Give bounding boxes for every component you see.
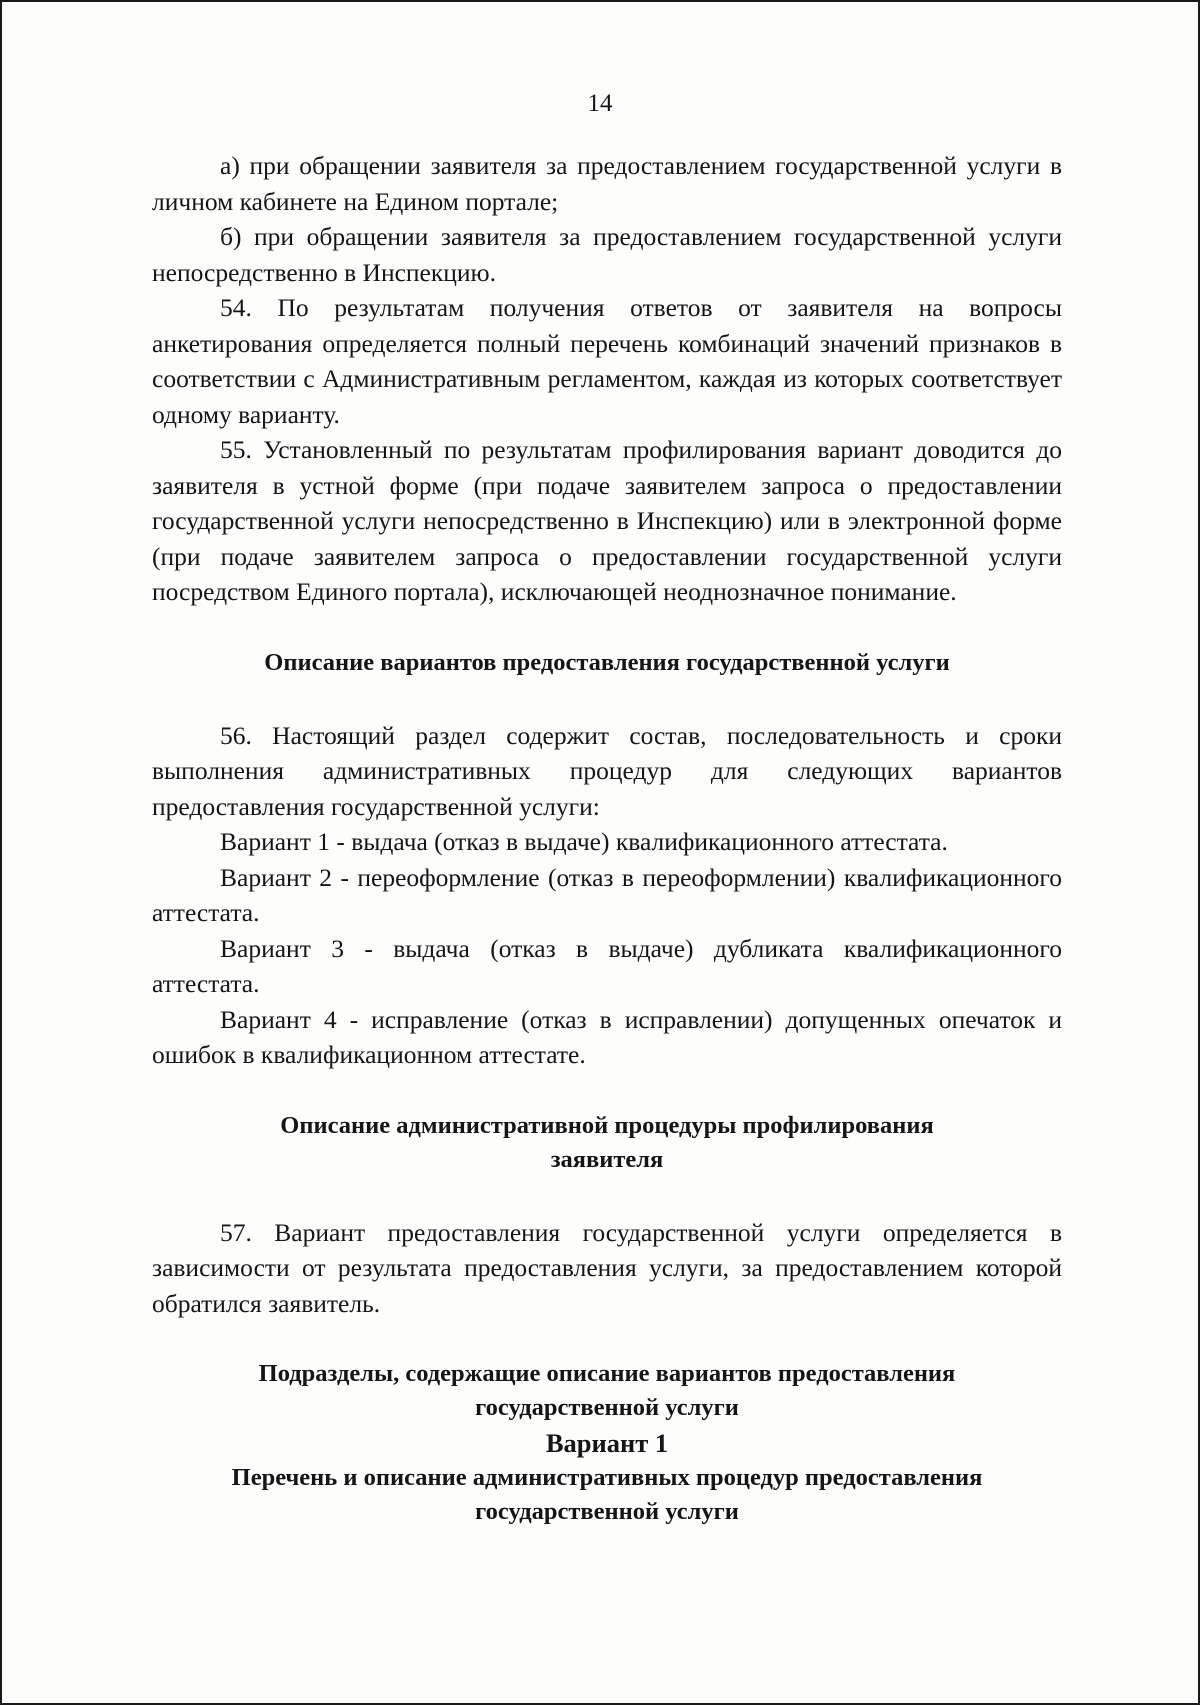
variant-4-item: Вариант 4 - исправление (отказ в исправлении) допущенных опечаток и ошибок в квалификационном аттестате.: [152, 1004, 1062, 1069]
section-heading-subsections: [152, 1357, 1062, 1425]
paragraph-b: б) при обращении заявителя за предоставлением государственной услуги непосредственно в Инспекцию.: [152, 222, 1062, 287]
section-heading-variants: Описание вариантов предоставления государственной услуги: [264, 648, 950, 676]
variant-1-heading: Вариант 1: [545, 1428, 669, 1458]
paragraph-57: 57. Вариант предоставления государственной услуги определяется в зависимости от результата предоставления услуги, за предоставлением которой обратился заявитель.: [152, 1217, 1062, 1318]
page-number: 14: [587, 90, 613, 117]
section-heading-profiling-line-2: заявителя: [550, 1145, 664, 1173]
section-heading-procedures-line-1: Перечень и описание административных процедур предоставления: [231, 1464, 983, 1491]
section-heading-profiling-line-1: Описание административной процедуры профилирования: [280, 1111, 934, 1139]
section-heading-profiling: [152, 1109, 1062, 1177]
section-heading-subsections-line-2: государственной услуги: [475, 1394, 739, 1421]
paragraph-55: 55. Установленный по результатам профилирования вариант доводится до заявителя в устной форме (при подаче заявителем запроса о предоставлении государственной услуги непосредственно в Инспекцию) или в электронной форме (при подаче заявителем запроса о предоставлении государственной услуги посредством Единого портала), исключающей неоднозначное понимание.: [152, 435, 1062, 606]
variant-3-item: Вариант 3 - выдача (отказ в выдаче) дубликата квалификационного аттестата.: [152, 933, 1062, 998]
section-heading-subsections-line-1: Подразделы, содержащие описание вариантов предоставления: [258, 1360, 956, 1387]
paragraph-54: 54. По результатам получения ответов от заявителя на вопросы анкетирования определяется полный перечень комбинаций значений признаков в соответствии с Административным регламентом, каждая из которых соответствует одному варианту.: [152, 293, 1062, 429]
variant-1-item: Вариант 1 - выдача (отказ в выдаче) квалификационного аттестата.: [220, 827, 948, 856]
variant-2-item: Вариант 2 - переоформление (отказ в переоформлении) квалификационного аттестата.: [152, 862, 1062, 927]
section-heading-procedures-line-2: государственной услуги: [475, 1498, 739, 1525]
document-body: [152, 148, 1062, 1529]
paragraph-56: 56. Настоящий раздел содержит состав, последовательность и сроки выполнения административных процедур для следующих вариантов предоставления государственной услуги:: [152, 720, 1062, 821]
paragraph-a: а) при обращении заявителя за предоставлением государственной услуги в личном кабинете на Едином портале;: [152, 151, 1062, 216]
section-heading-procedures: [152, 1461, 1062, 1529]
